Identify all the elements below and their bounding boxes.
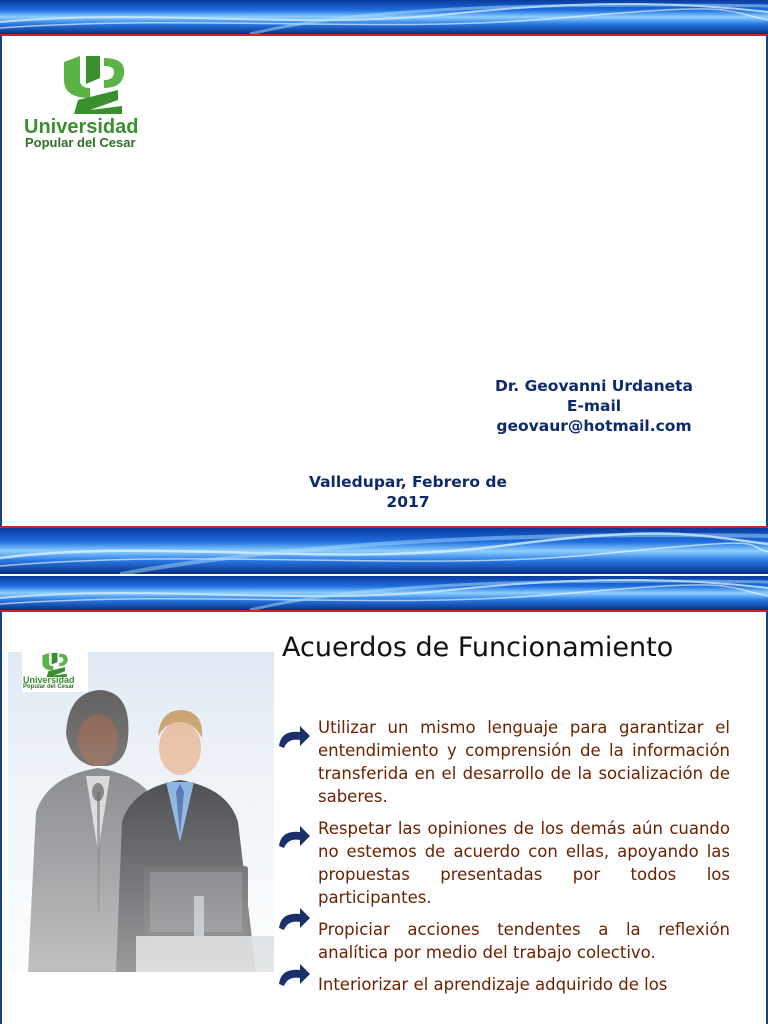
list-item bbox=[318, 973, 730, 996]
top-wave-band bbox=[0, 0, 768, 34]
speakers-photo bbox=[8, 652, 274, 972]
list-item-text: Propiciar acciones tendentes a la reflexión analítica por medio del trabajo colectivo. bbox=[318, 920, 730, 962]
author-name: Dr. Geovanni Urdaneta bbox=[494, 377, 693, 395]
top-wave-band-2 bbox=[0, 576, 768, 610]
slide-title: Acuerdos de Funcionamiento bbox=[282, 632, 674, 663]
small-logo-line2: Popular del Cesar bbox=[23, 684, 75, 690]
logo-emblem-icon bbox=[60, 54, 128, 116]
logo-text-line1: Universidad bbox=[24, 116, 139, 138]
left-border-2 bbox=[0, 612, 2, 1024]
top-red-line-2 bbox=[0, 610, 768, 612]
list-item-text: Interiorizar el aprendizaje adquirido de los bbox=[318, 975, 668, 994]
author-email[interactable]: geovaur@hotmail.com bbox=[496, 417, 692, 435]
agreement-list bbox=[318, 716, 730, 1005]
left-border bbox=[0, 36, 2, 526]
place-date-line2: 2017 bbox=[386, 493, 430, 511]
top-red-line bbox=[0, 34, 768, 36]
list-item-text: Utilizar un mismo lenguaje para garantizar el entendimiento y comprensión de la información transferida en el desarrollo de la socialización de saberes. bbox=[318, 718, 730, 806]
curved-arrow-icon bbox=[276, 724, 312, 750]
list-item bbox=[318, 817, 730, 909]
speakers-illustration bbox=[8, 652, 274, 972]
place-date-line1: Valledupar, Febrero de bbox=[308, 473, 508, 491]
small-logo bbox=[22, 652, 88, 692]
author-block bbox=[470, 376, 718, 436]
bottom-wave-band bbox=[0, 528, 768, 574]
list-item bbox=[318, 918, 730, 964]
email-label: E-mail bbox=[566, 397, 622, 415]
small-logo-line1: Universidad bbox=[23, 675, 75, 685]
curved-arrow-icon bbox=[276, 906, 312, 932]
list-item bbox=[318, 716, 730, 808]
university-logo bbox=[24, 54, 164, 150]
list-item-text: Respetar las opiniones de los demás aún cuando no estemos de acuerdo con ellas, apoyando las propuestas presentadas por todos los participantes. bbox=[318, 819, 730, 907]
curved-arrow-icon bbox=[276, 962, 312, 988]
place-date bbox=[292, 472, 524, 512]
curved-arrow-icon bbox=[276, 824, 312, 850]
logo-text-line2: Popular del Cesar bbox=[25, 135, 136, 150]
